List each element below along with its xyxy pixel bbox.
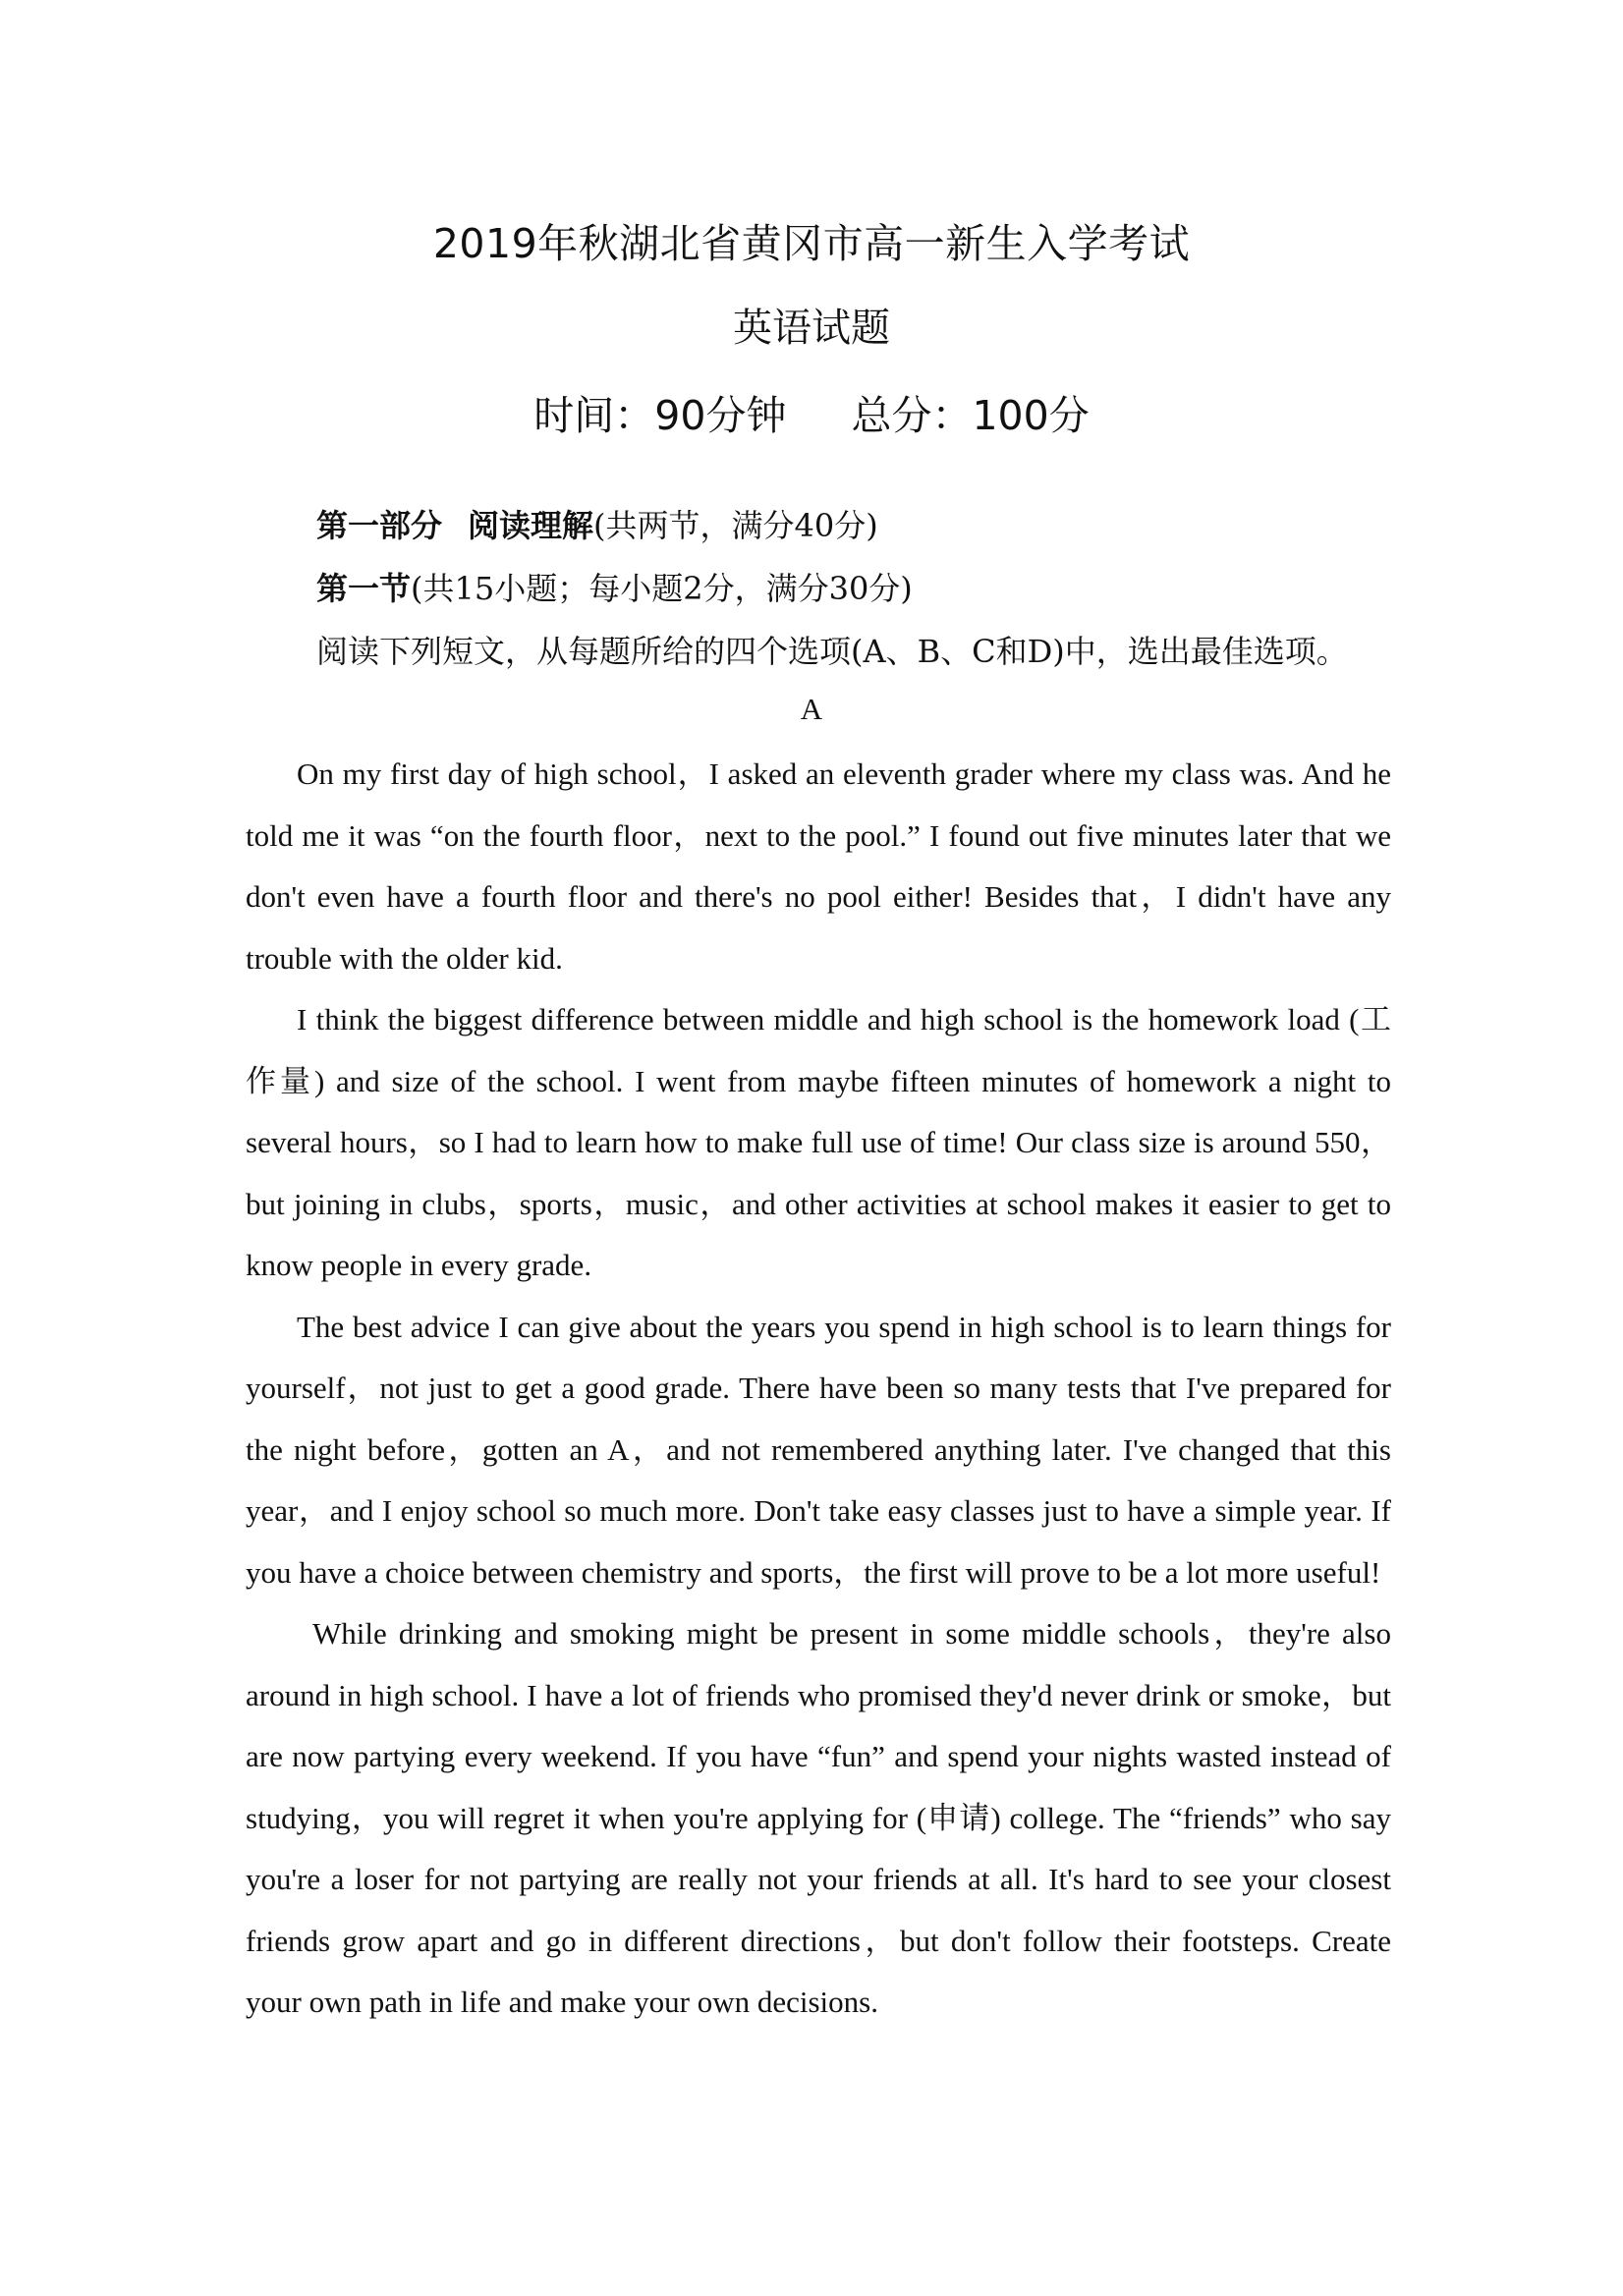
exam-subtitle: 英语试题 bbox=[733, 306, 890, 351]
passage-paragraph: While drinking and smoking might be present in some middle schools，they're also around in high school. I have a lot of friends who promised they'd never drink or smoke，but are now partying every weekend. If you have “fun” and spend your nights wasted instead of studying，you will regret it when you're applying for (申请) college. The “friends” who say you're a loser for not partying are really not your friends at all. It's hard to see your closest friends grow apart and go in different directions，but don't follow their footsteps. Create your own path in life and make your own decisions. bbox=[246, 1616, 1391, 2019]
section-heading bbox=[316, 564, 913, 609]
part-heading bbox=[316, 501, 878, 546]
score-label: 总分：100分 bbox=[851, 392, 1090, 439]
section-note: (共15小题；每小题2分，满分30分) bbox=[411, 570, 913, 607]
part-title: 阅读理解 bbox=[468, 507, 594, 544]
passage-paragraph: On my first day of high school，I asked an eleventh grader where my class was. And he told me it was “on the fourth floor，next to the pool.” I found out five minutes later that we don't even have a fourth floor and there's no pool either! Besides that，I didn't have any trouble with the older kid. bbox=[246, 756, 1391, 976]
passage-paragraph: I think the biggest difference between middle and high school is the homework load (工作量) and size of the school. I went from maybe fifteen minutes of homework a night to several hours，so I had to learn how to make full use of time! Our class size is around 550，but joining in clubs，sports，music，and other activities at school makes it easier to get to know people in every grade. bbox=[246, 1002, 1391, 1282]
exam-title: 2019年秋湖北省黄冈市高一新生入学考试 bbox=[432, 220, 1191, 267]
instruction-text: 阅读下列短文，从每题所给的四个选项(A、B、C和D)中，选出最佳选项。 bbox=[316, 633, 1348, 670]
passage-paragraph: The best advice I can give about the years you spend in high school is to learn things for yourself，not just to get a good grade. There have been so many tests that I've prepared for the night before，gotten an A，and not remembered anything later. I've changed that this year，and I enjoy school so much more. Don't take easy classes just to have a simple year. If you have a choice between chemistry and sports，the first will prove to be a lot more useful! bbox=[246, 1309, 1391, 1590]
part-note: (共两节，满分40分) bbox=[593, 507, 878, 544]
time-label: 时间：90分钟 bbox=[533, 392, 787, 439]
passage-body bbox=[246, 744, 1391, 2034]
exam-time-score bbox=[0, 383, 1623, 441]
passage-letter: A bbox=[800, 692, 823, 726]
section-label: 第一节 bbox=[316, 570, 412, 607]
part-label: 第一部分 bbox=[316, 507, 443, 544]
